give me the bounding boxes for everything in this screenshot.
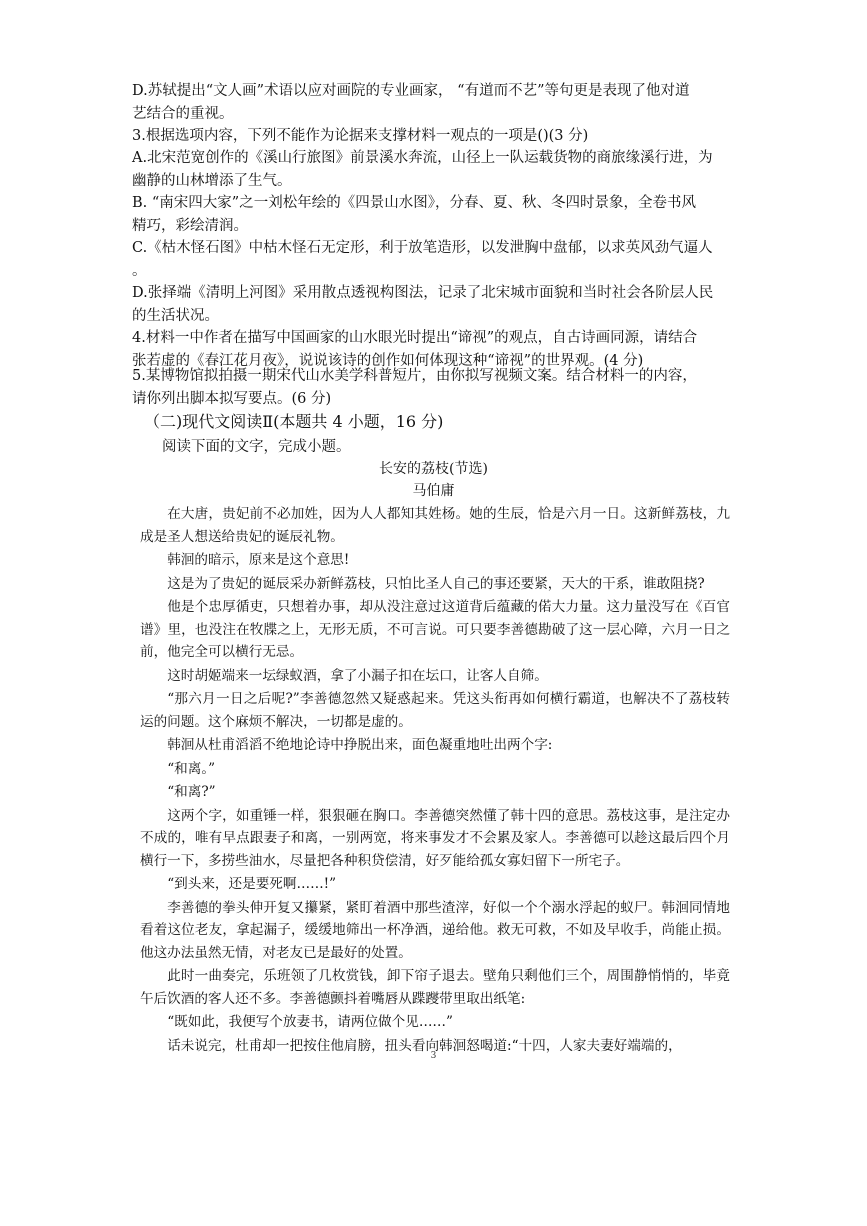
text-line: A.北宋范宽创作的《溪山行旅图》前景溪水奔流，山径上一队运载货物的商旅缘溪行进，为 [132, 150, 713, 166]
article-title: 长安的荔枝(节选) [379, 461, 488, 477]
paragraph: 这时胡姬端来一坛绿蚁酒，拿了小漏子扣在坛口，让客人自筛。 [167, 667, 548, 684]
text-line: C.《枯木怪石图》中枯木怪石无定形，利于放笔造形，以发泄胸中盘郁，以求英风劲气逼人 [132, 240, 713, 256]
article-author: 马伯庸 [412, 483, 455, 499]
question-5 [132, 365, 732, 410]
paragraph: “到头来，还是要死啊……!” [167, 876, 337, 892]
paragraph: 此时一曲奏完，乐班领了几枚赏钱，卸下帘子退去。壁角只剩他们三个，周围静悄悄的，毕竟午后饮酒的客人还不多。李善德颤抖着嘴唇从蹀躞带里取出纸笔: [140, 968, 730, 1007]
text-line: D.苏轼提出“文人画”术语以应对画院的专业画家， “有道而不艺”等句更是表现了他对道 [132, 83, 690, 99]
text-line: 艺结合的重视。 [132, 105, 234, 122]
text-line: 幽静的山林增添了生气。 [132, 172, 292, 189]
text-line: 精巧，彩绘清润。 [132, 217, 248, 234]
paragraph: 李善德的拳头伸开复又攥紧，紧盯着酒中那些渣滓，好似一个个溺水浮起的蚁尸。韩洄同情地看着这位老友，拿起漏子，缓缓地筛出一杯净酒，递给他。救无可救，不如及早收手，尚能止损。他这办法虽然无情，对老友已是最好的处置。 [140, 899, 730, 961]
option-d-prev [132, 80, 732, 125]
section-instruction: 阅读下面的文字，完成小题。 [162, 439, 351, 455]
paragraph: 他是个忠厚循吏，只想着办事，却从没注意过这道背后蕴藏的偌大力量。这力量没写在《百官谱》里，也没注在牧牒之上，无形无质，不可言说。可只要李善德勘破了这一层心障，六月一日之前，他完全可以横行无忌。 [140, 599, 730, 660]
section-heading: （二)现代文阅读Ⅱ(本题共 4 小题，16 分) [144, 412, 444, 431]
text-line: 的生活状况。 [132, 307, 219, 324]
text-line: 。 [132, 262, 147, 279]
text-line: 请你列出脚本拟写要点。(6 分) [132, 390, 332, 407]
paragraph: “和离?” [167, 784, 216, 800]
paragraph: 话未说完，杜甫却一把按住他肩膀，扭头看向韩洄怒喝道:“十四，人家夫妻好端端的， [167, 1037, 682, 1054]
paragraph: 这是为了贵妃的诞辰采办新鲜荔枝，只怕比圣人自己的事还要紧，天大的干系，谁敢阻挠? [167, 575, 705, 592]
question-3-option-a [132, 147, 732, 192]
text-line: 4.材料一中作者在描写中国画家的山水眼光时提出“谛视”的观点，自古诗画同源，请结合 [132, 330, 698, 346]
paragraph: 在大唐，贵妃前不必加姓，因为人人都知其姓杨。她的生辰，恰是六月一日。这新鲜荔枝，九成是圣人想送给贵妃的诞辰礼物。 [140, 506, 730, 545]
paragraph: 韩洄从杜甫滔滔不绝地论诗中挣脱出来，面色凝重地吐出两个字: [167, 737, 553, 753]
paragraph: “既如此，我便写个放妻书，请两位做个见……” [167, 1014, 453, 1030]
paragraph: 这两个字，如重锤一样，狠狠砸在胸口。李善德突然懂了韩十四的意思。荔枝这事，是注定办不成的，唯有早点跟妻子和离，一别两宽，将来事发才不会累及家人。李善德可以趁这最后四个月横行一下，多捞些油水，尽量把各种积贷偿清，好歹能给孤女寡妇留下一所宅子。 [140, 807, 730, 869]
text-line: D.张择端《清明上河图》采用散点透视构图法，记录了北宋城市面貌和当时社会各阶层人民 [132, 285, 714, 301]
article-body [140, 503, 730, 1057]
text-line: B. “南宋四大家”之一刘松年绘的《四景山水图》，分春、夏、秋、冬四时景象，全卷书风 [132, 195, 696, 211]
question-3-stem: 3.根据选项内容，下列不能作为论据来支撑材料一观点的一项是()(3 分) [132, 128, 589, 144]
paragraph: “那六月一日之后呢?”李善德忽然又疑惑起来。凭这头衔再如何横行霸道，也解决不了荔枝转运的问题。这个麻烦不解决，一切都是虚的。 [140, 691, 730, 730]
text-line: 5.某博物馆拟拍摄一期宋代山水美学科普短片，由你拟写视频文案。结合材料一的内容， [132, 368, 697, 384]
paragraph: 韩洄的暗示，原来是这个意思! [167, 552, 350, 568]
page-number: 3 [430, 1051, 437, 1061]
text-line: 张若虚的《春江花月夜》，说说该诗的创作如何体现这种“谛视”的世界观。(4 分) [132, 352, 644, 369]
question-3 [132, 125, 732, 148]
paragraph: “和离。” [167, 760, 216, 777]
question-3-option-d [132, 282, 732, 327]
question-3-option-c [132, 237, 732, 282]
question-3-option-b [132, 192, 732, 237]
